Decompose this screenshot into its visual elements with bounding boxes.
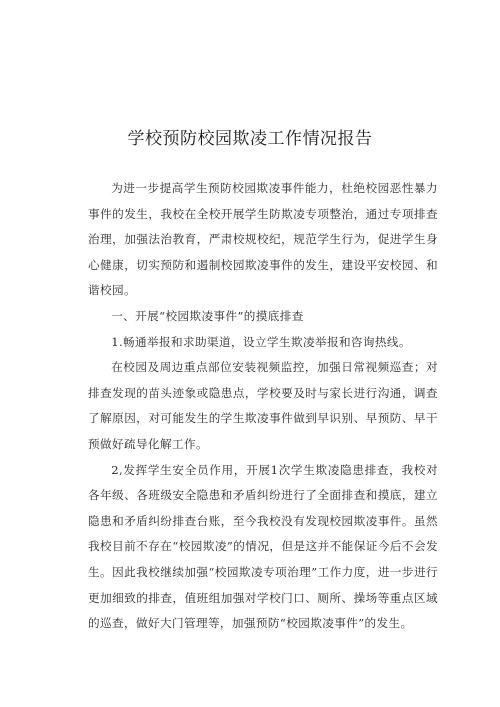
intro-paragraph: 为进一步提高学生预防校园欺凌事件能力，杜绝校园恶性暴力事件的发生，我校在全校开展学生防欺凌专项整治，通过专项排查治理，加强法治教育，严肃校规校纪，规范学生行为，促进学生身心健康，切实预防和遏制校园欺凌事件的发生，建设平安校园、和谐校园。	[88, 181, 438, 298]
document-body	[88, 176, 438, 637]
document-title: 学校预防校园欺凌工作情况报告	[127, 129, 373, 149]
item-2-paragraph: 2,发挥学生安全员作用，开展1次学生欺凌隐患排查，我校对各年级、各班级安全隐患和矛盾纠纷进行了全面排查和摸底，建立隐患和矛盾纠纷排查台账，至今我校没有发现校园欺凌事件。虽然我校目前不存在“校园欺凌”的情况，但是这并不能保证今后不会发生。因此我校继续加强“校园欺凌专项治理”工作力度，进一步进行更加细致的排查，值班组加强对学校门口、厕所、操场等重点区域的巡查，做好大门管理等，加强预防“校园欺凌事件”的发生。	[88, 462, 438, 631]
section-heading: 一、开展“校园欺凌事件”的摸底排查	[111, 308, 304, 323]
monitoring-paragraph: 在校园及周边重点部位安装视频监控，加强日常视频巡查；对排查发现的苗头迹象或隐患点，学校要及时与家长进行沟通，调查了解原因，对可能发生的学生欺凌事件做到早识别、早预防、早干预做好疏导化解工作。	[88, 360, 438, 451]
item-1-paragraph: 1.畅通举报和求助渠道，设立学生欺凌举报和咨询热线。	[111, 334, 411, 349]
